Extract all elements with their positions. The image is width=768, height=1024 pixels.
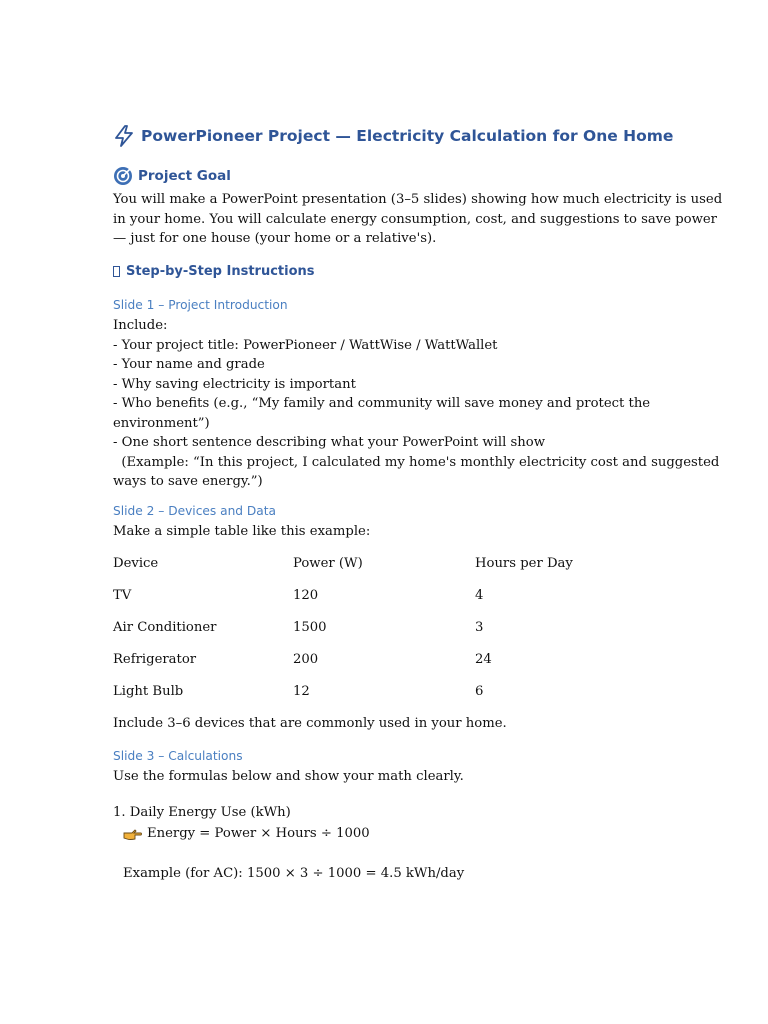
formula-text: Energy = Power × Hours ÷ 1000 (147, 826, 370, 841)
table-header-row (113, 556, 633, 576)
slide2-note: Include 3–6 devices that are commonly used in your home. (113, 716, 507, 731)
table-cell: 1500 (293, 620, 327, 635)
goal-heading (113, 166, 231, 186)
slide1-line: (Example: “In this project, I calculated my home's monthly electricity cost and suggested (113, 454, 720, 470)
goal-heading-text: Project Goal (138, 168, 231, 184)
table-row (113, 652, 633, 672)
table-cell: Refrigerator (113, 652, 197, 667)
table-row (113, 588, 633, 608)
slide1-line: environment”) (113, 415, 210, 431)
instructions-heading (113, 264, 315, 279)
clipboard-icon (113, 266, 120, 277)
goal-line: — just for one house (your home or a relative's). (113, 231, 437, 246)
table-cell: 120 (293, 588, 319, 603)
table-row (113, 620, 633, 640)
goal-line: You will make a PowerPoint presentation (3–5 slides) showing how much electricity is used (113, 192, 723, 207)
document-title (113, 124, 673, 148)
table-cell: 200 (293, 652, 319, 667)
slide2-intro: Make a simple table like this example: (113, 524, 371, 539)
formula-item-title: 1. Daily Energy Use (kWh) (113, 805, 291, 820)
slide1-line: Include: (113, 318, 168, 333)
pointing-hand-icon (123, 827, 143, 841)
target-icon (113, 166, 133, 186)
slide1-line: - Why saving electricity is important (113, 376, 356, 392)
slide2-heading: Slide 2 – Devices and Data (113, 504, 277, 518)
slide1-line: - Your project title: PowerPioneer / WattWise / WattWallet (113, 337, 498, 353)
table-cell: 12 (293, 684, 310, 699)
table-header-cell: Device (113, 556, 159, 571)
formula-example: Example (for AC): 1500 × 3 ÷ 1000 = 4.5 kWh/day (123, 866, 465, 881)
table-cell: Air Conditioner (113, 620, 217, 635)
goal-paragraph (113, 190, 723, 249)
slide1-content (113, 316, 720, 492)
slide1-line: - Your name and grade (113, 357, 265, 372)
table-cell: 4 (475, 588, 484, 603)
title-text: PowerPioneer Project — Electricity Calculation for One Home (141, 127, 674, 145)
formula-line (123, 826, 370, 841)
table-cell: Light Bulb (113, 684, 184, 699)
table-header-cell: Hours per Day (475, 556, 573, 571)
instructions-heading-text: Step-by-Step Instructions (126, 264, 315, 279)
table-row (113, 684, 633, 704)
goal-line: in your home. You will calculate energy consumption, cost, and suggestions to save power (113, 211, 717, 227)
slide1-heading: Slide 1 – Project Introduction (113, 298, 288, 312)
table-cell: 6 (475, 684, 484, 699)
slide1-line: ways to save energy.”) (113, 474, 263, 489)
slide3-intro: Use the formulas below and show your math clearly. (113, 769, 464, 784)
table-cell: TV (113, 588, 132, 603)
table-cell: 24 (475, 652, 492, 667)
lightning-icon (113, 124, 135, 148)
table-header-cell: Power (W) (293, 556, 363, 571)
slide1-line: - Who benefits (e.g., “My family and community will save money and protect the (113, 396, 651, 411)
slide3-heading: Slide 3 – Calculations (113, 749, 243, 763)
slide1-line: - One short sentence describing what your PowerPoint will show (113, 435, 545, 450)
table-cell: 3 (475, 620, 484, 635)
